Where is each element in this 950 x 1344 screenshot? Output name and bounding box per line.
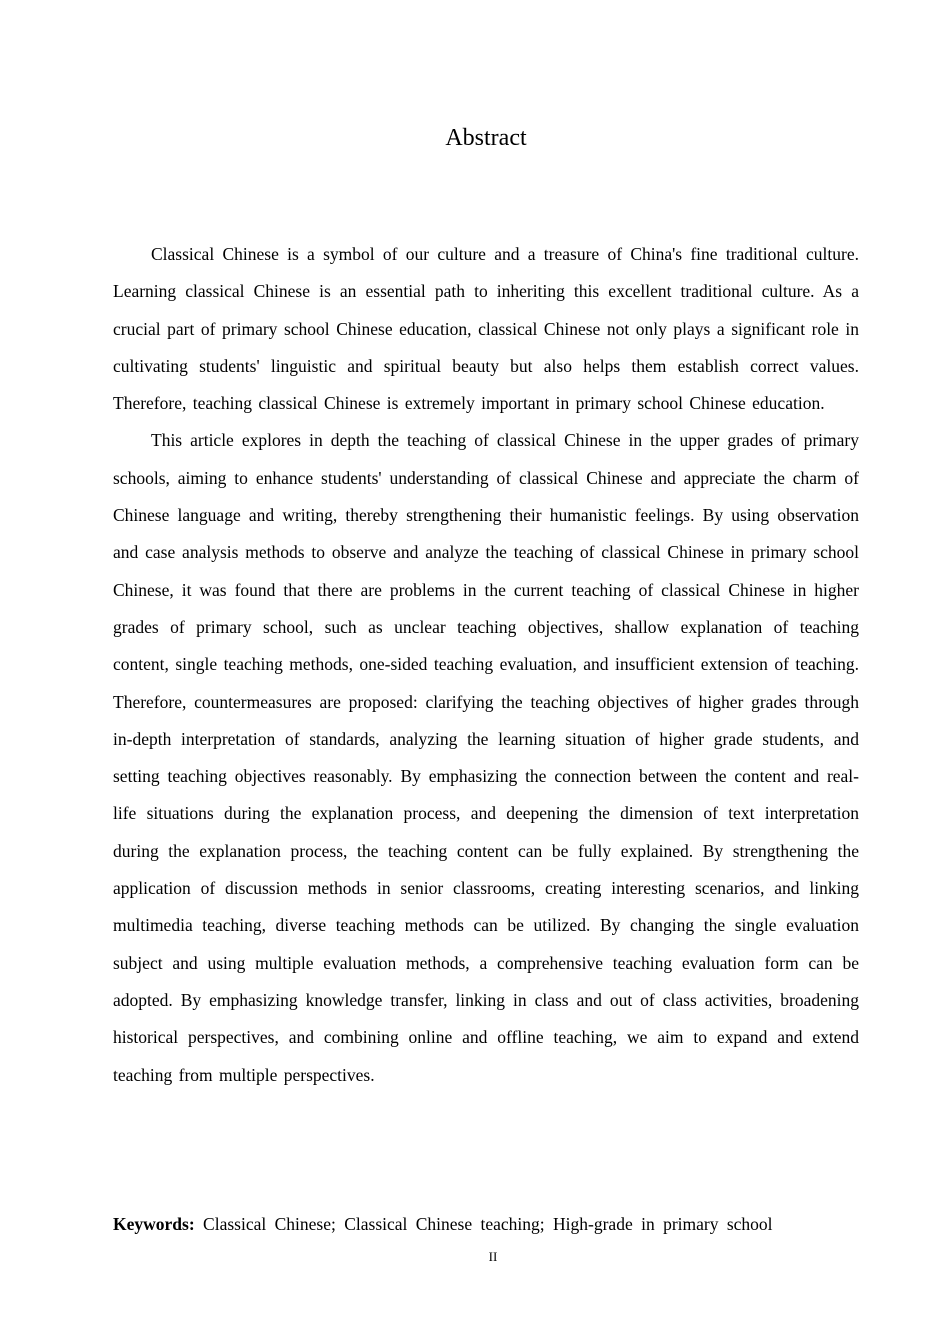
page-title: Abstract <box>445 125 527 151</box>
abstract-paragraph: This article explores in depth the teaching of classical Chinese in the upper grades of primary schools, aiming to enhance students' understanding of classical Chinese and appreciate the charm of Chinese language and writing, thereby strengthening their humanistic feelings. By using observation and case analysis methods to observe and analyze the teaching of classical Chinese in primary school Chinese, it was found that there are problems in the current teaching of classical Chinese in higher grades of primary school, such as unclear teaching objectives, shallow explanation of teaching content, single teaching methods, one-sided teaching evaluation, and insufficient extension of teaching. Therefore, countermeasures are proposed: clarifying the teaching objectives of higher grades through in-depth interpretation of standards, analyzing the learning situation of higher grade students, and setting teaching objectives reasonably. By emphasizing the connection between the content and real-life situations during the explanation process, and deepening the dimension of text interpretation during the explanation process, the teaching content can be fully explained. By strengthening the application of discussion methods in senior classrooms, creating interesting scenarios, and linking multimedia teaching, diverse teaching methods can be utilized. By changing the single evaluation subject and using multiple evaluation methods, a comprehensive teaching evaluation form can be adopted. By emphasizing knowledge transfer, linking in class and out of class activities, broadening historical perspectives, and combining online and offline teaching, we aim to expand and extend teaching from multiple perspectives. <box>113 430 859 1085</box>
keywords-line <box>113 1206 859 1243</box>
abstract-body <box>113 236 859 1094</box>
keywords-text: Classical Chinese; Classical Chinese teaching; High-grade in primary school <box>203 1214 773 1234</box>
keywords-label: Keywords: <box>113 1214 195 1234</box>
abstract-paragraph: Classical Chinese is a symbol of our culture and a treasure of China's fine traditional culture. Learning classical Chinese is an essential path to inheriting this excellent traditional culture. As a crucial part of primary school Chinese education, classical Chinese not only plays a significant role in cultivating students' linguistic and spiritual beauty but also helps them establish correct values. Therefore, teaching classical Chinese is extremely important in primary school Chinese education. <box>113 244 859 414</box>
page-number: II <box>488 1249 498 1264</box>
